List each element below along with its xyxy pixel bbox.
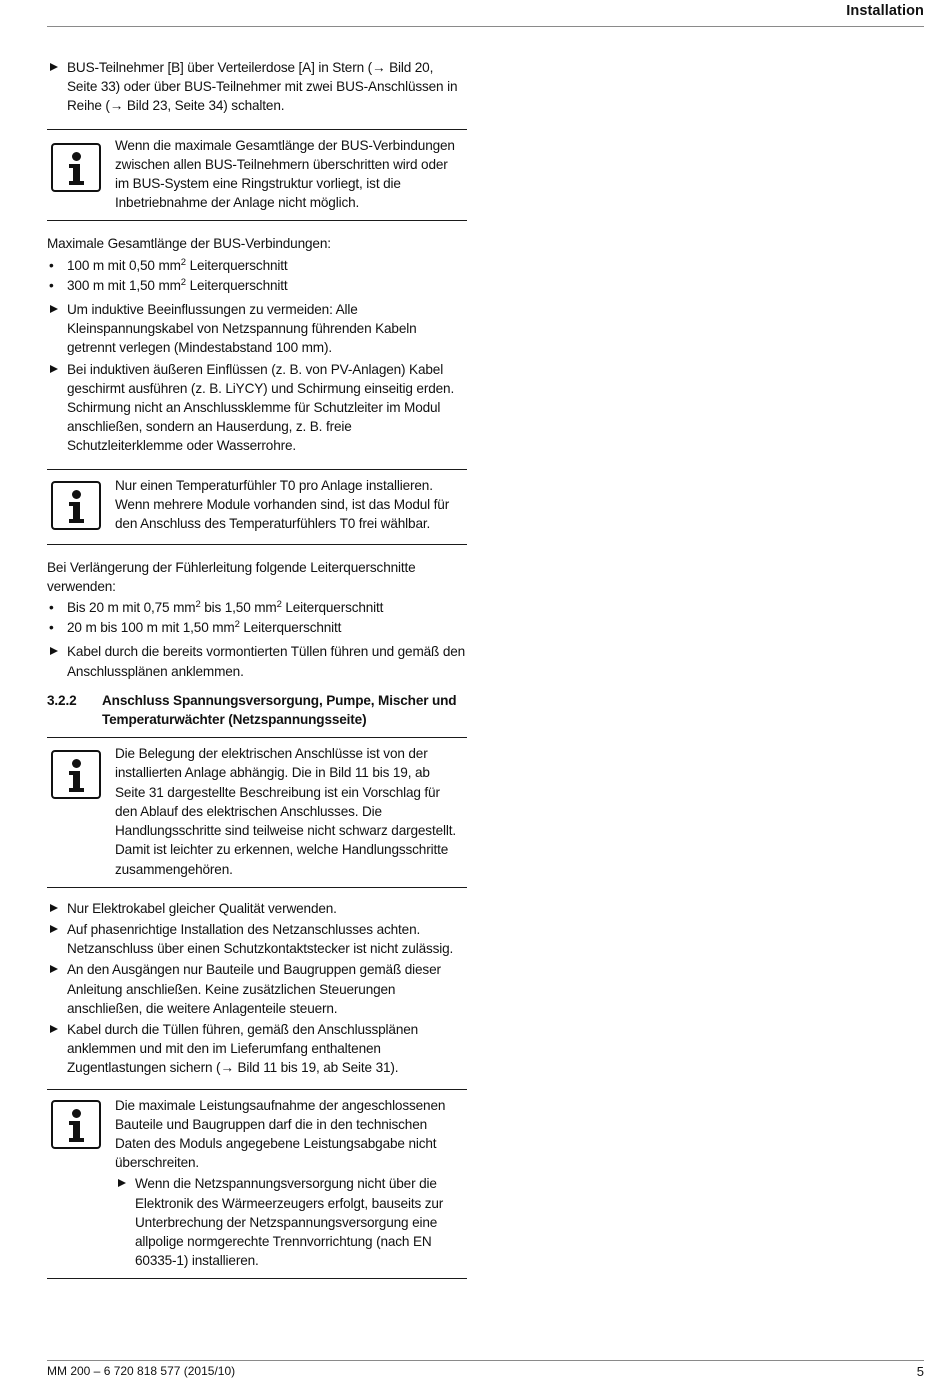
step-arrow-icon: [50, 1025, 58, 1033]
bullet-item: • Bis 20 m mit 0,75 $mm^2$ bis 1,50 $mm^2$ Leiterquerschnitt: [47, 598, 467, 617]
step-list-bus: [47, 58, 467, 116]
step-text: An den Ausgängen nur Bauteile und Baugruppen gemäß dieser Anleitung anschließen. Keine zusätzlichen Steuerungen anschließen, die weitere Anlagenteile steuern.: [67, 962, 441, 1016]
step-list-net: [47, 899, 467, 1078]
step-arrow-icon: [50, 904, 58, 912]
step-item: [47, 300, 467, 358]
info-note: [47, 469, 467, 545]
step-arrow-icon: [50, 647, 58, 655]
info-note: [47, 129, 467, 222]
info-icon: [51, 1100, 101, 1149]
step-arrow-icon: [50, 925, 58, 933]
step-text: Auf phasenrichtige Installation des Netzanschlusses achten. Netzanschluss über einen Schutzkontaktstecker ist nicht zulässig.: [67, 921, 454, 957]
step-item: [115, 1174, 457, 1270]
bullet-item: • 300 m mit 1,50 $mm^2$ Leiterquerschnitt: [47, 276, 467, 295]
step-arrow-icon: [50, 965, 58, 973]
subsection-heading: [47, 691, 467, 729]
main-column: [47, 58, 467, 1279]
paragraph: Bei Verlängerung der Fühlerleitung folgende Leiterquerschnitte verwenden:: [47, 559, 416, 594]
info-icon: [51, 143, 101, 192]
step-text: Wenn die Netzspannungsversorgung nicht über die Elektronik des Wärmeerzeugers erfolgt, bauseits zur Unterbrechung der Netzspannungsversorgung eine allpolige normgerechte Trennvorrichtung (nach EN 60335-1) installieren.: [135, 1176, 444, 1269]
step-item: [47, 360, 467, 456]
bullet-dot-icon: •: [49, 277, 54, 293]
info-note: [47, 1089, 467, 1280]
step-text: Um induktive Beeinflussungen zu vermeiden: Alle Kleinspannungskabel von Netzspannung führenden Kabeln getrennt verlegen (Mindestabstand 100 mm).: [67, 302, 417, 356]
step-item: [47, 642, 467, 680]
step-item: [47, 58, 467, 116]
step-arrow-icon: [50, 305, 58, 313]
step-arrow-icon: [50, 63, 58, 71]
note-text: Wenn die maximale Gesamtlänge der BUS-Verbindungen zwischen allen BUS-Teilnehmern überschritten wird oder im BUS-System eine Ringstruktur vorliegt, ist die Inbetriebnahme der Anlage nicht möglich.: [115, 137, 455, 211]
note-text: Die maximale Leistungsaufnahme der angeschlossenen Bauteile und Baugruppen darf die in den technischen Daten des Moduls angegebene Leistungsabgabe nicht überschreiten.: [115, 1097, 446, 1171]
info-icon: [51, 481, 101, 530]
step-list-sensor: [47, 642, 467, 680]
step-item: [47, 1020, 467, 1078]
step-item: [47, 960, 467, 1018]
footer-rule: [47, 1360, 924, 1361]
page-number: 5: [916, 1364, 924, 1379]
bullet-item: • 100 m mit 0,50 $mm^2$ Leiterquerschnitt: [47, 256, 467, 275]
bullet-list-bus-lengths: [47, 256, 467, 295]
subsection-title: Anschluss Spannungsversorgung, Pumpe, Mischer und Temperaturwächter (Netzspannungsseite): [102, 692, 457, 728]
header-section-title: Installation: [846, 3, 924, 19]
step-text: Bei induktiven äußeren Einflüssen (z. B. von PV-Anlagen) Kabel geschirmt ausführen (z. B. LiYCY) und Schirmung einseitig erden. Schirmung nicht an Anschlussklemme für Schutzleiter im Modul anschließen, sondern an Hauserdung, z. B. freie Schutzleiterklemme oder Wasserrohre.: [67, 361, 455, 454]
bullet-dot-icon: •: [49, 600, 54, 616]
step-item: [47, 920, 467, 958]
info-note: [47, 737, 467, 887]
step-arrow-icon: [50, 365, 58, 373]
header-rule: [47, 26, 924, 27]
step-text: Kabel durch die Tüllen führen, gemäß den Anschlussplänen anklemmen und mit den im Lieferumfang enthaltenen Zugentlastungen sichern (→ Bild 11 bis 19, ab Seite 31).: [67, 1021, 419, 1076]
bullet-list-sensor: [47, 598, 467, 637]
step-item: [47, 899, 467, 918]
paragraph: Maximale Gesamtlänge der BUS-Verbindungen:: [47, 236, 331, 252]
note-text: Die Belegung der elektrischen Anschlüsse ist von der installierten Anlage abhängig. Die in Bild 11 bis 19, ab Seite 31 dargestellte Beschreibung ist ein Vorschlag für den Ablauf des elektrischen Anschlusses. Die Handlungsschritte sind teilweise nicht schwarz dargestellt. Damit ist leichter zu erkennen, welche Handlungsschritte zusammengehören.: [115, 746, 456, 877]
bullet-dot-icon: •: [49, 620, 54, 636]
step-text: Nur Elektrokabel gleicher Qualität verwenden.: [67, 900, 337, 916]
subsection-number: 3.2.2: [47, 692, 77, 708]
bullet-dot-icon: •: [49, 257, 54, 273]
step-text: BUS-Teilnehmer [B] über Verteilerdose [A] in Stern (→ Bild 20, Seite 33) oder über BUS-Teilnehmer mit zwei BUS-Anschlüssen in Reihe (→ Bild 23, Seite 34) schalten.: [67, 60, 458, 114]
footer-document-reference: MM 200 – 6 720 818 577 (2015/10): [47, 1364, 236, 1378]
bullet-item: • 20 m bis 100 m mit 1,50 $mm^2$ Leiterquerschnitt: [47, 618, 467, 637]
step-list-cables: [47, 300, 467, 456]
note-text: Nur einen Temperaturfühler T0 pro Anlage installieren. Wenn mehrere Module vorhanden sind, ist das Modul für den Anschluss des Temperaturfühlers T0 frei wählbar.: [115, 477, 450, 532]
info-icon: [51, 750, 101, 799]
step-text: Kabel durch die bereits vormontierten Tüllen führen und gemäß den Anschlussplänen anklemmen.: [67, 644, 466, 679]
step-arrow-icon: [118, 1179, 126, 1187]
